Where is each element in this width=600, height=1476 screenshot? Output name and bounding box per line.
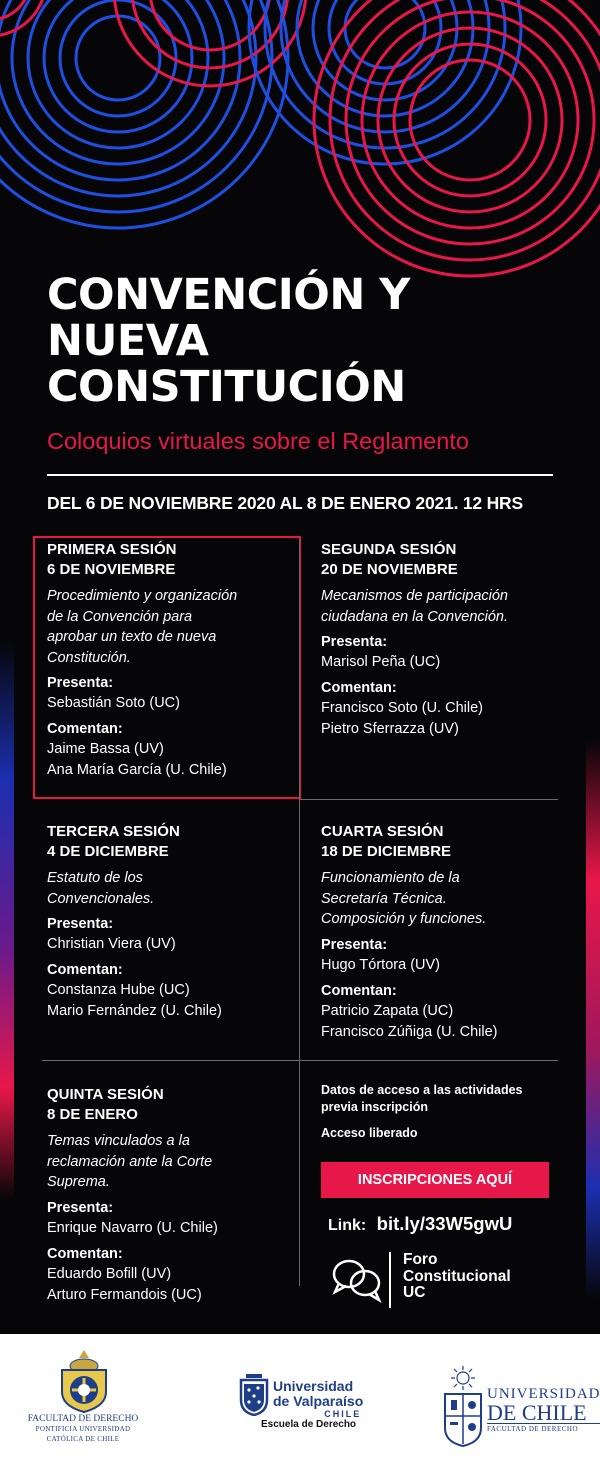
uc-line: FACULTAD DE DERECHO [27,1414,139,1424]
presenter-name: Hugo Tórtora (UV) [321,956,440,973]
presenta-label: Presenta: [47,1199,114,1216]
uc-line: CATÓLICA DE CHILE [46,1435,120,1443]
session-title: PRIMERA SESIÓN [47,541,177,558]
uv-line: Escuela de Derecho [261,1419,357,1430]
topic-line: Estatuto de los [47,870,143,886]
foro-logo [331,1252,551,1312]
uv-line: Universidad [273,1378,354,1394]
uc-line: PONTIFICIA UNIVERSIDAD [35,1425,131,1433]
access-line: Datos de acceso a las actividades [321,1083,523,1097]
foro-line: Foro [403,1251,438,1268]
commentator-name: Ana María García (U. Chile) [47,762,227,778]
commentator-name: Arturo Fermandois (UC) [47,1286,202,1303]
speech-bubbles-icon [331,1256,383,1304]
uc-logo-text [18,1414,148,1444]
topic-line: Procedimiento y organización [47,588,238,604]
grid-divider-horizontal [300,799,558,800]
session-date: 8 DE ENERO [47,1106,138,1123]
presenta-label: Presenta: [47,675,114,691]
presenta-label: Presenta: [321,634,388,650]
commentator-name: Jaime Bassa (UV) [47,741,164,757]
uv-shield-icon [238,1372,270,1416]
session-title: TERCERA SESIÓN [47,823,180,840]
comentan-label: Comentan: [321,982,397,999]
topic-line: reclamación ante la Corte [47,1153,213,1170]
session-date: 18 DE DICIEMBRE [321,843,452,860]
registration-link[interactable]: bit.ly/33W5gwU [376,1213,513,1234]
divider [47,474,553,476]
topic-line: Funcionamiento de la [321,870,460,886]
session-topic [47,586,309,668]
subtitle: Coloquios virtuales sobre el Reglamento [47,428,469,454]
topic-line: Secretaría Técnica. [321,890,447,907]
uch-line: UNIVERSIDAD [487,1386,600,1402]
uc-crest-icon [56,1348,112,1414]
page-title [47,272,567,410]
session-title: QUINTA SESIÓN [47,1086,164,1103]
session-topic [321,586,583,627]
topic-line: Suprema. [47,1174,110,1190]
comentan-label: Comentan: [47,1245,123,1262]
uv-line: de Valparaíso [273,1393,364,1409]
topic-line: Mecanismos de participación [321,588,508,604]
access-info [321,1082,571,1116]
session-card [47,822,309,1022]
topic-line: ciudadana en la Convención. [321,608,509,625]
uch-logo-text [487,1386,600,1433]
foro-line: Constitucional [403,1267,511,1285]
link-label: Link: [328,1217,367,1234]
commentator-name: Patricio Zapata (UC) [321,1002,454,1019]
session-date: 20 DE NOVIEMBRE [321,561,458,578]
presenter-name: Marisol Peña (UC) [321,654,441,670]
session-card [321,822,583,1043]
session-title: CUARTA SESIÓN [321,823,444,840]
title-line: CONSTITUCIÓN [47,362,406,412]
decorative-rings [0,0,600,300]
comentan-label: Comentan: [321,680,397,696]
session-title: SEGUNDA SESIÓN [321,541,457,558]
commentator-name: Constanza Hube (UC) [47,982,190,998]
uv-logo-text [261,1378,364,1430]
title-line: CONVENCIÓN Y [47,270,410,320]
session-topic [321,868,583,930]
access-free-note: Acceso liberado [321,1126,418,1140]
session-date: 6 DE NOVIEMBRE [47,561,176,578]
uch-line: FACULTAD DE DERECHO [487,1423,600,1433]
topic-line: Convencionales. [47,890,155,907]
register-button[interactable]: INSCRIPCIONES AQUÍ [321,1162,549,1198]
foro-separator [389,1252,391,1308]
sponsor-footer [0,1334,600,1476]
foro-line: UC [403,1284,426,1301]
comentan-label: Comentan: [47,721,123,737]
session-card [47,1085,309,1306]
session-date: 4 DE DICIEMBRE [47,843,169,860]
topic-line: Composición y funciones. [321,911,487,927]
topic-line: aprobar un texto de nueva [47,629,217,645]
presenter-name: Sebastián Soto (UC) [47,695,180,711]
uch-crest-icon [443,1364,483,1448]
session-card [321,540,583,740]
presenta-label: Presenta: [47,916,114,932]
session-topic [47,1131,309,1193]
event-dates: DEL 6 DE NOVIEMBRE 2020 AL 8 DE ENERO 2021. 12 HRS [47,493,523,513]
session-card [47,540,309,781]
uch-line: DE CHILE [487,1400,587,1425]
foro-name [403,1252,511,1302]
presenter-name: Enrique Navarro (U. Chile) [47,1219,218,1236]
commentator-name: Francisco Soto (U. Chile) [321,700,483,716]
registration-link-row [328,1213,512,1235]
presenta-label: Presenta: [321,936,388,953]
commentator-name: Mario Fernández (U. Chile) [47,1003,222,1019]
topic-line: Temas vinculados a la [47,1133,190,1149]
title-line: NUEVA [47,316,209,366]
grid-divider-horizontal [42,1060,558,1061]
session-topic [47,868,309,909]
topic-line: Constitución. [47,649,131,666]
access-line: previa inscripción [321,1100,428,1114]
presenter-name: Christian Viera (UV) [47,936,176,952]
right-gradient-edge [586,740,600,1300]
commentator-name: Francisco Zúñiga (U. Chile) [321,1023,498,1040]
uv-line: CHILE [324,1409,362,1419]
commentator-name: Pietro Sferrazza (UV) [321,721,459,737]
topic-line: de la Convención para [47,608,193,625]
left-gradient-edge [0,640,14,1200]
comentan-label: Comentan: [47,962,123,978]
commentator-name: Eduardo Bofill (UV) [47,1265,172,1282]
